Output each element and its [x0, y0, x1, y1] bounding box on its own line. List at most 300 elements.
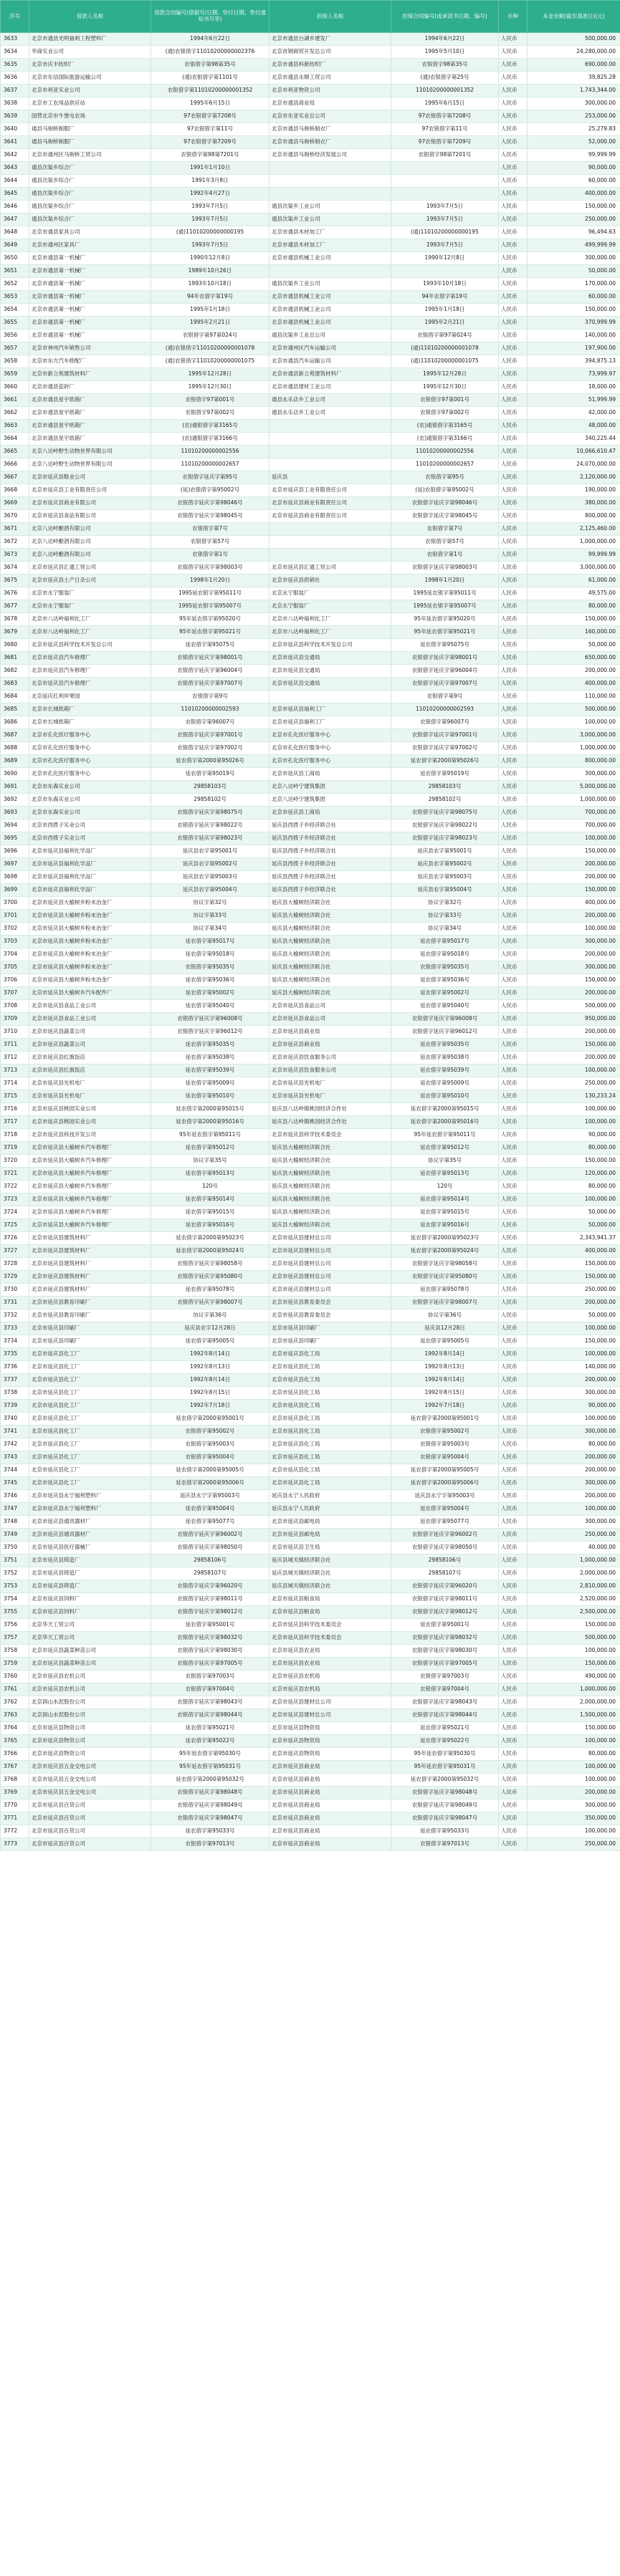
table-row	[1, 1529, 620, 1542]
guarantee-contract-cell: 95年延农借字第95011号	[391, 1129, 499, 1142]
amount-cell: 200,000.00	[528, 665, 620, 678]
currency-cell: 人民币	[499, 1477, 528, 1490]
row-number-cell: 3757	[1, 1632, 29, 1645]
table-row	[1, 510, 620, 523]
borrower-cell: 北京市延庆县化工厂	[29, 1477, 151, 1490]
loan-contract-cell: 延农借字第95021号	[151, 1722, 270, 1735]
guarantor-cell: 北京市延庆县教育委员会	[270, 1297, 391, 1309]
row-number-cell: 3731	[1, 1297, 29, 1309]
guarantor-cell: 北京八达岭宁建筑集团	[270, 781, 391, 794]
currency-cell: 人民币	[499, 497, 528, 510]
guarantee-contract-cell: 1992年7月18日	[391, 1400, 499, 1413]
table-row	[1, 446, 620, 458]
guarantor-cell: 北京市延庆县邮电局	[270, 1516, 391, 1529]
borrower-cell: 北京市延庆县福利化学品厂	[29, 845, 151, 858]
row-number-cell: 3747	[1, 1503, 29, 1516]
currency-cell: 人民币	[499, 1116, 528, 1129]
table-row	[1, 1232, 620, 1245]
guarantor-cell	[270, 188, 391, 201]
guarantee-contract-cell: 农银借字第95003号	[391, 1438, 499, 1451]
guarantee-contract-cell: 延农借字第95038号	[391, 1052, 499, 1064]
borrower-cell: 北京市延庆县光机电厂	[29, 1090, 151, 1103]
row-number-cell: 3672	[1, 536, 29, 549]
table-row	[1, 600, 620, 613]
borrower-cell: 北京市延庆县五金交电公司	[29, 1761, 151, 1774]
guarantee-contract-cell: 延农借字第95033号	[391, 1825, 499, 1838]
table-row	[1, 1671, 620, 1683]
amount-cell: 250,000.00	[528, 1284, 620, 1297]
row-number-cell: 3732	[1, 1309, 29, 1322]
amount-cell: 100,000.00	[528, 1825, 620, 1838]
header-amount: 本金余额(截至基准日)(元)	[528, 1, 620, 33]
table-row	[1, 265, 620, 278]
borrower-cell: 北京市延庆县大榆树乡汽车修理厂	[29, 1168, 151, 1181]
guarantor-cell: 北京市延庆县科学技术委员会	[270, 1632, 391, 1645]
amount-cell: 200,000.00	[528, 948, 620, 961]
table-row	[1, 420, 620, 433]
row-number-cell: 3687	[1, 729, 29, 742]
currency-cell: 人民币	[499, 1181, 528, 1193]
borrower-cell: 北京市西拨子实业公司	[29, 820, 151, 832]
guarantee-contract-cell: 95年延农借字第95020号	[391, 613, 499, 626]
row-number-cell: 3771	[1, 1812, 29, 1825]
currency-cell: 人民币	[499, 381, 528, 394]
loan-contract-cell: (通)农银借字第1101号	[151, 72, 270, 85]
currency-cell: 人民币	[499, 1206, 528, 1219]
table-row	[1, 703, 620, 716]
amount-cell: 200,000.00	[528, 1297, 620, 1309]
row-number-cell: 3662	[1, 407, 29, 420]
amount-cell: 1,000,000.00	[528, 742, 620, 755]
amount-cell: 100,000.00	[528, 1735, 620, 1748]
guarantor-cell: 北京市延庆县化工局	[270, 1451, 391, 1464]
currency-cell: 人民币	[499, 1438, 528, 1451]
loan-contract-cell: 延农借字第2000第95023号	[151, 1232, 270, 1245]
guarantee-contract-cell: 农银借字延庆字第98001号	[391, 652, 499, 665]
loan-contract-cell: 29858102号	[151, 794, 270, 807]
currency-cell: 人民币	[499, 355, 528, 368]
currency-cell: 人民币	[499, 768, 528, 781]
loan-contract-cell: 农银借字延庆字第96020号	[151, 1580, 270, 1593]
currency-cell: 人民币	[499, 33, 528, 46]
row-number-cell: 3676	[1, 587, 29, 600]
guarantee-contract-cell	[391, 265, 499, 278]
guarantor-cell: 北京市延庆县交通局	[270, 665, 391, 678]
amount-cell: 200,000.00	[528, 1464, 620, 1477]
borrower-cell: 通县次渠乡综合厂	[29, 213, 151, 226]
borrower-cell: 北京市孔化医疗服务中心	[29, 742, 151, 755]
guarantee-contract-cell: 1993年7月5日	[391, 239, 499, 252]
table-row	[1, 1116, 620, 1129]
table-row	[1, 729, 620, 742]
currency-cell: 人民币	[499, 536, 528, 549]
guarantor-cell: 北京市通县商业局	[270, 97, 391, 110]
borrower-cell: 北京华天工贸公司	[29, 1619, 151, 1632]
guarantor-cell: 北京市延庆县物资局	[270, 1722, 391, 1735]
guarantee-contract-cell: 1995年6月15日	[391, 97, 499, 110]
borrower-cell: 北京市延庆县大榆树乡粉末冶金厂	[29, 948, 151, 961]
loan-contract-cell: 1991年3月8日	[151, 175, 270, 188]
table-row	[1, 497, 620, 510]
table-row	[1, 1567, 620, 1580]
amount-cell: 50,000.00	[528, 639, 620, 652]
guarantee-contract-cell: 1992年8月15日	[391, 1387, 499, 1400]
amount-cell: 40,000.00	[528, 1542, 620, 1554]
row-number-cell: 3745	[1, 1477, 29, 1490]
row-number-cell: 3769	[1, 1787, 29, 1799]
guarantor-cell: 通县次渠乡工业公司	[270, 201, 391, 213]
amount-cell: 42,000.00	[528, 407, 620, 420]
borrower-cell: 北京市延庆县化工厂	[29, 1361, 151, 1374]
currency-cell: 人民币	[499, 794, 528, 807]
loan-contract-cell: 农银借字延庆字第98046号	[151, 497, 270, 510]
guarantee-contract-cell: 延农借字第95001号	[391, 1619, 499, 1632]
loan-contract-cell: 1992年8月13日	[151, 1361, 270, 1374]
guarantor-cell: 北京首钢商贸开发总公司	[270, 46, 391, 59]
currency-cell: 人民币	[499, 239, 528, 252]
amount-cell: 80,000.00	[528, 1142, 620, 1155]
amount-cell: 100,000.00	[528, 1064, 620, 1077]
currency-cell: 人民币	[499, 85, 528, 97]
row-number-cell: 3685	[1, 703, 29, 716]
amount-cell: 51,999.99	[528, 394, 620, 407]
currency-cell: 人民币	[499, 1774, 528, 1787]
currency-cell: 人民币	[499, 1529, 528, 1542]
table-row	[1, 1155, 620, 1168]
loan-contract-cell: 农银借字第97004号	[151, 1683, 270, 1696]
guarantor-cell: 延庆县大榆树经济联合社	[270, 1181, 391, 1193]
header-borrower: 借款人名称	[29, 1, 151, 33]
loan-contract-cell: 延农借字第95022号	[151, 1735, 270, 1748]
loan-contract-cell: 农银借字延庆字第97007号	[151, 678, 270, 691]
guarantor-cell: 北京市延庆县食品公司	[270, 1000, 391, 1013]
guarantee-contract-cell: 农银借字延庆字第98023号	[391, 832, 499, 845]
currency-cell: 人民币	[499, 923, 528, 936]
guarantor-cell: 延庆县西拨子乡经济联合社	[270, 858, 391, 871]
guarantee-contract-cell: (通)11010200000000195	[391, 226, 499, 239]
table-row	[1, 910, 620, 923]
guarantee-contract-cell: 延农借字第2000第95015号	[391, 1103, 499, 1116]
amount-cell: 150,000.00	[528, 974, 620, 987]
guarantee-contract-cell: 延农借字第2000第95023号	[391, 1232, 499, 1245]
currency-cell: 人民币	[499, 755, 528, 768]
borrower-cell: 北京市延庆县化工厂	[29, 1464, 151, 1477]
borrower-cell: 通县马驹桥制服厂	[29, 123, 151, 136]
row-number-cell: 3737	[1, 1374, 29, 1387]
loan-contract-cell: 农银借字延庆字第98007号	[151, 1297, 270, 1309]
currency-cell: 人民币	[499, 1709, 528, 1722]
borrower-cell: 北京市东信国际旅游运输公司	[29, 72, 151, 85]
guarantee-contract-cell: 延农借字第2000第95024号	[391, 1245, 499, 1258]
row-number-cell: 3678	[1, 613, 29, 626]
amount-cell: 3,000,000.00	[528, 562, 620, 575]
table-row	[1, 1335, 620, 1348]
guarantor-cell: 北京市延庆县农业局	[270, 1658, 391, 1671]
guarantor-cell: 延庆县大榆树经济联合社	[270, 961, 391, 974]
table-row	[1, 807, 620, 820]
borrower-cell: 北京润山水泥股份公司	[29, 1709, 151, 1722]
row-number-cell: 3726	[1, 1232, 29, 1245]
guarantee-contract-cell: 延农借字第2000第95006号	[391, 1477, 499, 1490]
guarantor-cell: 北京市延庆县农业局	[270, 1645, 391, 1658]
amount-cell: 200,000.00	[528, 987, 620, 1000]
row-number-cell: 3773	[1, 1838, 29, 1851]
guarantor-cell: 北京市延庆县饮食服务公司	[270, 1064, 391, 1077]
table-row	[1, 523, 620, 536]
table-row	[1, 1297, 620, 1309]
borrower-cell: 北京市延庆县大榆树乡粉末冶金厂	[29, 936, 151, 948]
amount-cell: 100,000.00	[528, 1774, 620, 1787]
table-row	[1, 871, 620, 884]
amount-cell: 400,000.00	[528, 897, 620, 910]
currency-cell: 人民币	[499, 1077, 528, 1090]
guarantor-cell: 延庆县大榆树经济联合社	[270, 1193, 391, 1206]
guarantee-contract-cell: 农银借字延庆字第98048号	[391, 1787, 499, 1799]
guarantor-cell: 北京市延庆县化工局	[270, 1477, 391, 1490]
guarantee-contract-cell: 延农借字第2000第95016号	[391, 1116, 499, 1129]
guarantee-contract-cell: 农银借字第95004号	[391, 1451, 499, 1464]
borrower-cell: 北京市延庆县大榆树乡粉末冶金厂	[29, 974, 151, 987]
guarantor-cell: 北京市孔化医疗服务中心	[270, 742, 391, 755]
row-number-cell: 3657	[1, 342, 29, 355]
borrower-cell: 北京市延庆县物资公司	[29, 1748, 151, 1761]
amount-cell: 99,999.99	[528, 549, 620, 562]
currency-cell: 人民币	[499, 678, 528, 691]
borrower-cell: 北京市延庆县百货公司	[29, 1799, 151, 1812]
currency-cell: 人民币	[499, 549, 528, 562]
row-number-cell: 3723	[1, 1193, 29, 1206]
guarantee-contract-cell: 29858102号	[391, 794, 499, 807]
row-number-cell: 3728	[1, 1258, 29, 1271]
guarantor-cell	[270, 549, 391, 562]
guarantor-cell: 延庆县大榆树经济联合社	[270, 923, 391, 936]
amount-cell: 370,999.99	[528, 317, 620, 330]
guarantor-cell: 北京市延庆县教育委员会	[270, 1309, 391, 1322]
loan-contract-cell: 延农借字第95038号	[151, 1052, 270, 1064]
table-row	[1, 458, 620, 471]
guarantee-contract-cell: 延农借字第95009号	[391, 1077, 499, 1090]
currency-cell: 人民币	[499, 1309, 528, 1322]
amount-cell: 300,000.00	[528, 1477, 620, 1490]
currency-cell: 人民币	[499, 1632, 528, 1645]
guarantor-cell: 延庆县城关镇经济联合社	[270, 1567, 391, 1580]
currency-cell: 人民币	[499, 1619, 528, 1632]
amount-cell: 950,000.00	[528, 1013, 620, 1026]
amount-cell: 400,000.00	[528, 678, 620, 691]
amount-cell: 18,000.00	[528, 381, 620, 394]
borrower-cell: 北京延庆红利岸果园	[29, 691, 151, 703]
borrower-cell: 北京市通县第一机械厂	[29, 330, 151, 342]
table-row	[1, 1735, 620, 1748]
borrower-cell: 北京八达岭酿酒有限公司	[29, 536, 151, 549]
header-currency: 币种	[499, 1, 528, 33]
row-number-cell: 3736	[1, 1361, 29, 1374]
loan-contract-cell: 农银借字第57号	[151, 536, 270, 549]
amount-cell: 96,494.63	[528, 226, 620, 239]
amount-cell: 100,000.00	[528, 832, 620, 845]
loan-contract-cell: 延农借字第95033号	[151, 1825, 270, 1838]
loan-contract-cell: 延农借字第95075号	[151, 639, 270, 652]
loan-contract-cell: 1993年7月5日	[151, 239, 270, 252]
header-no: 序号	[1, 1, 29, 33]
table-row	[1, 1181, 620, 1193]
row-number-cell: 3709	[1, 1013, 29, 1026]
header-row	[1, 1, 620, 33]
row-number-cell: 3741	[1, 1426, 29, 1438]
amount-cell: 150,000.00	[528, 304, 620, 317]
amount-cell: 150,000.00	[528, 613, 620, 626]
currency-cell: 人民币	[499, 807, 528, 820]
row-number-cell: 3665	[1, 446, 29, 458]
loan-contract-cell: 农银借字第96007号	[151, 716, 270, 729]
guarantee-contract-cell: 11010200000002556	[391, 446, 499, 458]
row-number-cell: 3704	[1, 948, 29, 961]
guarantor-cell: 北京市延庆县建材总公司	[270, 1271, 391, 1284]
amount-cell: 250,000.00	[528, 213, 620, 226]
loan-contract-cell: 农银借字延庆字第97002号	[151, 742, 270, 755]
amount-cell: 690,000.00	[528, 59, 620, 72]
table-row	[1, 562, 620, 575]
borrower-cell: 北京市延庆县汽车修理厂	[29, 652, 151, 665]
row-number-cell: 3660	[1, 381, 29, 394]
currency-cell: 人民币	[499, 703, 528, 716]
table-row	[1, 1168, 620, 1181]
borrower-cell: 北京市延庆县鞋业公司	[29, 471, 151, 484]
table-row	[1, 368, 620, 381]
guarantee-contract-cell: (农)通银借字第3165号	[391, 420, 499, 433]
currency-cell: 人民币	[499, 1503, 528, 1516]
guarantee-contract-cell: 农银借字延庆字第96008号	[391, 1013, 499, 1026]
borrower-cell: 北京八达岭酿酒有限公司	[29, 549, 151, 562]
currency-cell: 人民币	[499, 446, 528, 458]
row-number-cell: 3652	[1, 278, 29, 291]
currency-cell: 人民币	[499, 394, 528, 407]
row-number-cell: 3772	[1, 1825, 29, 1838]
table-row	[1, 484, 620, 497]
currency-cell: 人民币	[499, 1000, 528, 1013]
table-row	[1, 897, 620, 910]
currency-cell: 人民币	[499, 1142, 528, 1155]
guarantor-cell	[270, 162, 391, 175]
table-row	[1, 97, 620, 110]
table-row	[1, 1400, 620, 1413]
guarantee-contract-cell: 1990年12月8日	[391, 252, 499, 265]
table-row	[1, 407, 620, 420]
table-row	[1, 1387, 620, 1400]
row-number-cell: 3644	[1, 175, 29, 188]
guarantor-cell: 通县次渠乡工业公司	[270, 278, 391, 291]
guarantee-contract-cell: 农银借字延庆字第98045号	[391, 510, 499, 523]
guarantor-cell: 延庆县大榆树经济联合社	[270, 910, 391, 923]
guarantor-cell: 北京市通县木材加工厂	[270, 239, 391, 252]
amount-cell: 1,000,000.00	[528, 1554, 620, 1567]
row-number-cell: 3674	[1, 562, 29, 575]
guarantee-contract-cell: 农银借字第1号	[391, 549, 499, 562]
guarantee-contract-cell: 农银借字延庆字第98046号	[391, 497, 499, 510]
guarantee-contract-cell: 协议字第32号	[391, 897, 499, 910]
row-number-cell: 3637	[1, 85, 29, 97]
loan-contract-cell: 延农借字第95078号	[151, 1284, 270, 1297]
guarantee-contract-cell: 1995年1月18日	[391, 304, 499, 317]
borrower-cell: 北京市延庆县印刷厂	[29, 1322, 151, 1335]
amount-cell: 80,000.00	[528, 1181, 620, 1193]
borrower-cell: 北京市通县家具公司	[29, 226, 151, 239]
guarantee-contract-cell: 延庆县12月28日	[391, 1322, 499, 1335]
row-number-cell: 3680	[1, 639, 29, 652]
amount-cell: 25,279.83	[528, 123, 620, 136]
loan-contract-cell: 1994年6月22日	[151, 33, 270, 46]
row-number-cell: 3722	[1, 1181, 29, 1193]
row-number-cell: 3735	[1, 1348, 29, 1361]
borrower-cell: 北京市延庆县科学技术开发总公司	[29, 639, 151, 652]
guarantee-contract-cell: 农银借字延庆字第97007号	[391, 678, 499, 691]
amount-cell: 150,000.00	[528, 884, 620, 897]
amount-cell: 400,000.00	[528, 188, 620, 201]
guarantee-contract-cell: 农银借字延庆字第98044号	[391, 1709, 499, 1722]
borrower-cell: 北京市延庆县食品工业公司	[29, 1000, 151, 1013]
currency-cell: 人民币	[499, 110, 528, 123]
table-row	[1, 33, 620, 46]
table-row	[1, 974, 620, 987]
guarantor-cell: 通县永乐店乡工业公司	[270, 407, 391, 420]
amount-cell: 490,000.00	[528, 1671, 620, 1683]
guarantee-contract-cell: 1992年8月14日	[391, 1374, 499, 1387]
table-row	[1, 1516, 620, 1529]
guarantee-contract-cell: 延庆县农字第95001号	[391, 845, 499, 858]
table-row	[1, 1077, 620, 1090]
guarantee-contract-cell: 农银借字延庆字第98012号	[391, 1606, 499, 1619]
borrower-cell: 北京市延庆县饲料厂	[29, 1593, 151, 1606]
loan-contract-cell: 11010200000002593	[151, 703, 270, 716]
borrower-cell: 北京市延庆县汽车修理厂	[29, 665, 151, 678]
guarantee-contract-cell: 农银借字延庆字第98049号	[391, 1799, 499, 1812]
amount-cell: 800,000.00	[528, 510, 620, 523]
borrower-cell: 北京市东方汽车修配厂	[29, 355, 151, 368]
currency-cell: 人民币	[499, 575, 528, 587]
currency-cell: 人民币	[499, 1335, 528, 1348]
loan-contract-cell: 延农借字第95040号	[151, 1000, 270, 1013]
borrower-cell: 北京市延庆县印刷厂	[29, 1335, 151, 1348]
guarantee-contract-cell: 延农借字第95014号	[391, 1193, 499, 1206]
loan-contract-cell: 延农借字第95016号	[151, 1219, 270, 1232]
borrower-cell: 北京市延庆县大榆树乡汽车配件厂	[29, 987, 151, 1000]
table-row	[1, 794, 620, 807]
guarantee-contract-cell: 农银借字第7号	[391, 523, 499, 536]
guarantee-contract-cell: 延农借字第95078号	[391, 1284, 499, 1297]
row-number-cell: 3700	[1, 897, 29, 910]
guarantor-cell: 北京市通县机械工业公司	[270, 304, 391, 317]
borrower-cell: 北京市延庆县百货公司	[29, 1825, 151, 1838]
amount-cell: 90,000.00	[528, 1129, 620, 1142]
guarantor-cell: 北京市通县木材加工厂	[270, 226, 391, 239]
row-number-cell: 3724	[1, 1206, 29, 1219]
guarantor-cell	[270, 523, 391, 536]
guarantee-contract-cell: 农银借字延庆字第97001号	[391, 729, 499, 742]
borrower-cell: 北京市延庆县光机电厂	[29, 1077, 151, 1090]
amount-cell: 99,999.99	[528, 149, 620, 162]
guarantee-contract-cell: 延农借字第2000第95026号	[391, 755, 499, 768]
amount-cell: 300,000.00	[528, 1516, 620, 1529]
currency-cell: 人民币	[499, 330, 528, 342]
guarantor-cell: 北京市延庆县化工局	[270, 1387, 391, 1400]
row-number-cell: 3770	[1, 1799, 29, 1812]
borrower-cell: 北京市延庆县通讯器材厂	[29, 1529, 151, 1542]
loan-contract-cell: 95年延农借字第95020号	[151, 613, 270, 626]
borrower-cell: 北京市通县第一机械厂	[29, 291, 151, 304]
currency-cell: 人民币	[499, 1090, 528, 1103]
guarantor-cell: 延庆县八达岭镇桃园经济合作社	[270, 1116, 391, 1129]
guarantor-cell: 北京市延庆县食品公司	[270, 1013, 391, 1026]
